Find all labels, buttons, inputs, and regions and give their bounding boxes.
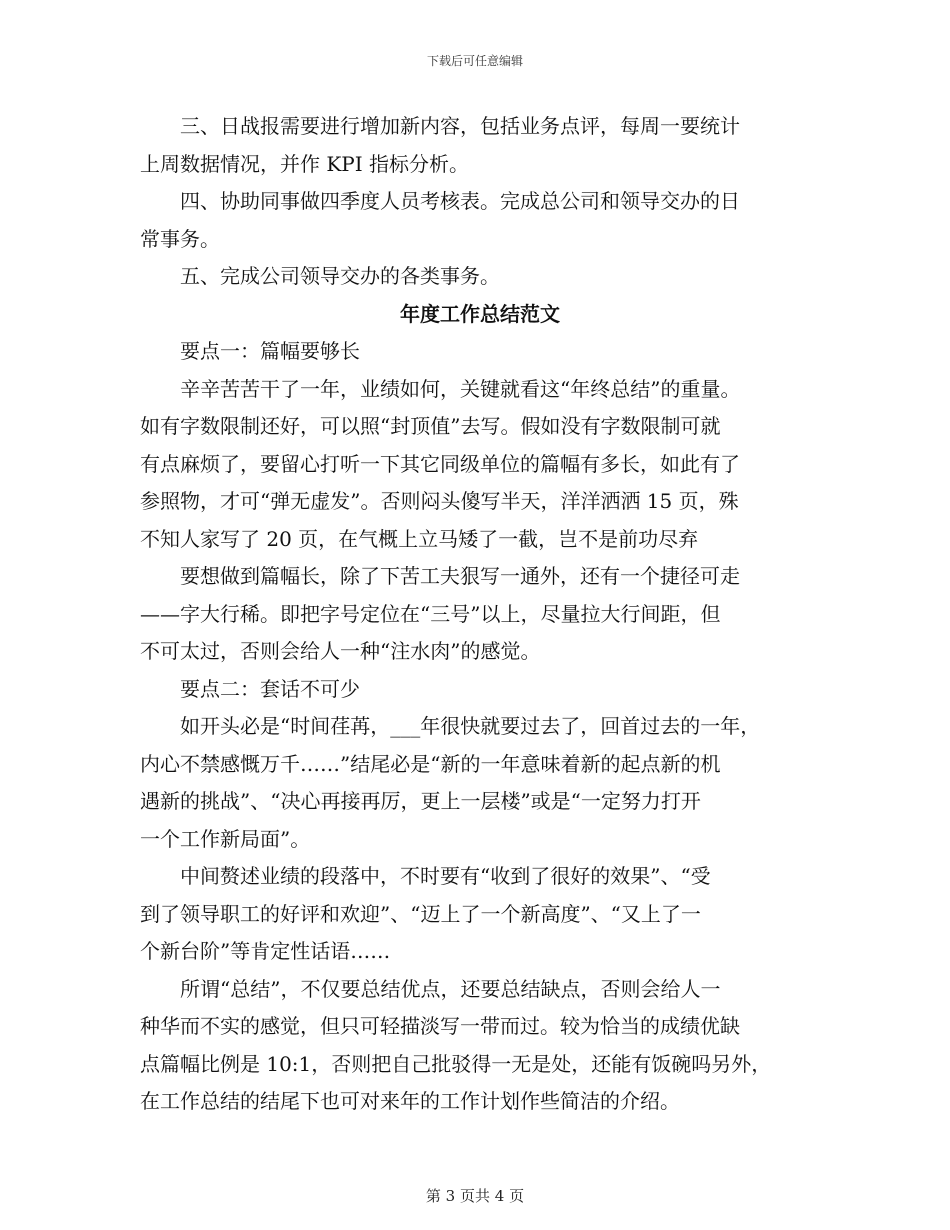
page-header: 下载后可任意编辑 bbox=[426, 54, 523, 68]
paragraph bbox=[140, 708, 820, 858]
text-line: 辛辛苦苦干了一年，业绩如何，关键就看这“年终总结”的重量。 bbox=[180, 376, 741, 401]
text-line: 内心不禁感慨万千……”结尾必是“新的一年意味着新的起点新的机 bbox=[140, 751, 721, 776]
text-line: 三、日战报需要进行增加新内容，包括业务点评，每周一要统计 bbox=[180, 114, 740, 138]
text-line: 所谓“总结”，不仅要总结优点，还要总结缺点，否则会给人一 bbox=[180, 976, 721, 1001]
text-line: 中间赘述业绩的段落中，不时要有“收到了很好的效果”、“受 bbox=[180, 864, 711, 888]
page-footer: 第 3 页共 4 页 bbox=[425, 1187, 525, 1205]
section-title: 年度工作总结范文 bbox=[400, 301, 560, 326]
text-line: ——字大行稀。即把字号定位在“三号”以上，尽量拉大行间距，但 bbox=[140, 601, 721, 626]
paragraph bbox=[140, 858, 820, 971]
text-line: 有点麻烦了，要留心打听一下其它同级单位的篇幅有多长，如此有了 bbox=[140, 451, 740, 476]
text-line: 要想做到篇幅长，除了下苦工夫狠写一通外，还有一个捷径可走 bbox=[180, 564, 740, 588]
text-line: 上周数据情况，并作 KPI 指标分析。 bbox=[140, 151, 470, 176]
text-line: 遇新的挑战”、“决心再接再厉，更上一层楼”或是“一定努力打开 bbox=[140, 789, 701, 813]
paragraph bbox=[140, 671, 820, 709]
paragraph bbox=[140, 333, 820, 371]
paragraph bbox=[140, 558, 820, 671]
paragraph bbox=[140, 183, 820, 258]
text-line: 四、协助同事做四季度人员考核表。完成总公司和领导交办的日 bbox=[180, 189, 740, 213]
paragraph bbox=[140, 108, 820, 183]
text-line: 点篇幅比例是 10:1，否则把自己批驳得一无是处，还能有饭碗吗另外， bbox=[140, 1051, 772, 1076]
document-body bbox=[140, 108, 820, 1121]
text-line: 不知人家写了 20 页，在气概上立马矮了一截，岂不是前功尽弃 bbox=[140, 526, 699, 551]
text-line: 参照物，才可“弹无虚发”。否则闷头傻写半天，洋洋洒洒 15 页，殊 bbox=[140, 489, 739, 513]
paragraph bbox=[140, 371, 820, 559]
text-line: 常事务。 bbox=[140, 226, 220, 251]
text-line: 种华而不实的感觉，但只可轻描淡写一带而过。较为恰当的成绩优缺 bbox=[140, 1014, 740, 1038]
paragraph bbox=[140, 258, 820, 296]
text-line: 如有字数限制还好，可以照“封顶值”去写。假如没有字数限制可就 bbox=[140, 414, 721, 438]
text-line: 要点二：套话不可少 bbox=[180, 676, 360, 701]
paragraph bbox=[140, 971, 820, 1121]
text-line: 如开头必是“时间荏苒，___年很快就要过去了，回首过去的一年， bbox=[180, 714, 761, 738]
text-line: 要点一：篇幅要够长 bbox=[180, 339, 360, 363]
text-line: 在工作总结的结尾下也可对来年的工作计划作些简洁的介绍。 bbox=[140, 1089, 680, 1113]
text-line: 到了领导职工的好评和欢迎”、“迈上了一个新高度”、“又上了一 bbox=[140, 901, 701, 926]
text-line: 五、完成公司领导交办的各类事务。 bbox=[180, 264, 500, 288]
text-line: 一个工作新局面”。 bbox=[140, 826, 311, 851]
text-line: 个新台阶”等肯定性话语…… bbox=[140, 939, 391, 963]
text-line: 不可太过，否则会给人一种“注水肉”的感觉。 bbox=[140, 639, 541, 663]
